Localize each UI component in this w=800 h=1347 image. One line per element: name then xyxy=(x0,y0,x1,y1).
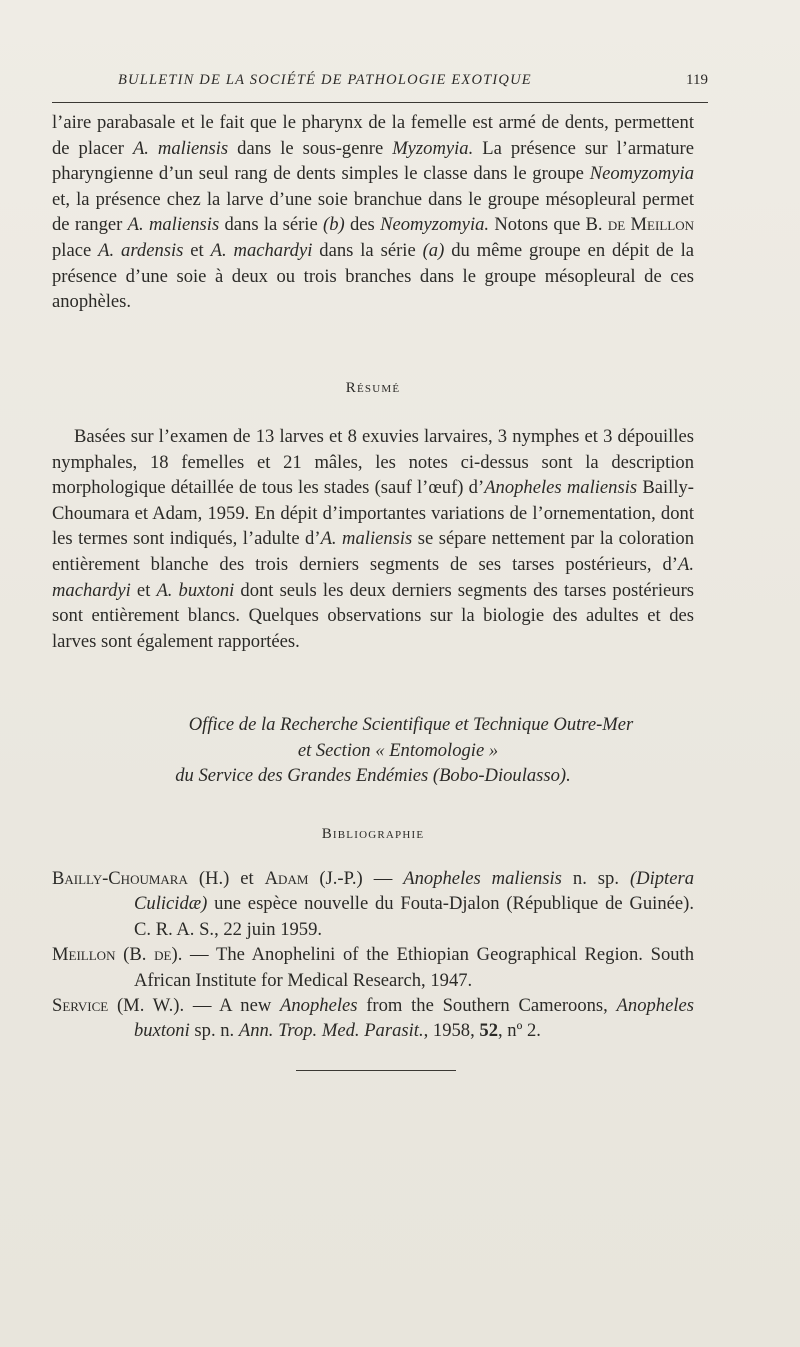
text-run: et xyxy=(183,239,211,261)
author-name: Adam xyxy=(264,868,309,889)
bibliography-heading-wrap xyxy=(52,826,694,843)
series-label: (b) xyxy=(323,214,345,236)
group-name: Neomyzomyia xyxy=(589,163,694,185)
author-particle: de xyxy=(154,944,172,966)
species-name: A. machardyi xyxy=(210,239,313,261)
text-run: sp. n. xyxy=(189,1020,239,1042)
species-name: Anopheles maliensis xyxy=(484,477,638,499)
author-name: Meillon xyxy=(52,944,116,966)
bibliography-entry xyxy=(52,993,694,1044)
text-run: et, la présence chez la larve d’une soie branchue dans le groupe mésopleural permet de ranger xyxy=(52,188,694,236)
paragraph-text xyxy=(52,110,694,315)
text-run: , nº 2. xyxy=(497,1020,541,1042)
text-run: n. sp. xyxy=(561,868,630,889)
text-run: dans la série xyxy=(312,239,423,261)
author-name: Bailly-Choumara xyxy=(52,868,188,889)
text-run: et xyxy=(130,579,157,601)
affiliation-line: et Section « Entomologie » xyxy=(297,739,499,761)
affiliation-line: du Service des Grandes Endémies (Bobo-Dioulasso). xyxy=(175,765,571,787)
species-name: Anopheles buxtoni xyxy=(134,995,694,1042)
text-run: Basées sur l’examen de 13 larves et 8 exuvies larvaires, 3 nymphes et 3 dépouilles nymphales, 18 femelles et 21 mâles, les notes ci-dessus sont la description morphologique détaillée de tous les stades (sauf l’œuf) d’ xyxy=(52,426,694,499)
species-name: A. maliensis xyxy=(132,137,229,159)
text-run: une espèce nouvelle du Fouta-Djalon (République de Guinée). C. R. A. S., 22 juin 1959. xyxy=(134,893,694,940)
text-run: (M. W.). — A new xyxy=(108,995,281,1017)
group-name: Neomyzomyia. xyxy=(380,214,490,236)
resume-heading-wrap xyxy=(52,380,694,397)
text-run: place xyxy=(52,239,99,261)
text-run: from the Southern Cameroons, xyxy=(357,995,617,1017)
taxon-name: (Diptera Culicidæ) xyxy=(134,868,694,915)
author-name: de Meillon xyxy=(607,214,694,236)
page-number: 119 xyxy=(686,72,708,88)
text-run: (B. xyxy=(115,944,155,966)
species-name: A. maliensis xyxy=(320,528,413,550)
species-name: A. maliensis xyxy=(127,214,220,236)
text-run: La présence sur l’armature pharyngienne d’un seul rang de dents simples le classe dans le groupe xyxy=(52,137,694,185)
subgenus-name: Myzomyia. xyxy=(392,137,474,159)
text-run: du même groupe en dépit de la présence d’une soie à deux ou trois branches dans le groupe mésopleural de ces anophèles. xyxy=(52,239,694,313)
journal-name: Ann. Trop. Med. Parasit. xyxy=(238,1020,424,1042)
species-name: A. ardensis xyxy=(98,239,184,261)
series-label: (a) xyxy=(422,239,445,261)
text-run: dont seuls les deux derniers segments des tarses postérieurs sont entièrement blancs. Quelques observations sur la biologie des adultes et des larves sont également rapportées. xyxy=(52,579,694,652)
text-run: Bailly-Choumara et Adam, 1959. En dépit d’importantes variations de l’ornementation, dont les termes sont indiqués, l’adulte d’ xyxy=(52,477,694,550)
paragraph-text xyxy=(52,424,694,654)
text-run: (H.) et xyxy=(187,868,265,889)
text-run: Notons que B. xyxy=(489,214,608,236)
bibliography-entry xyxy=(52,942,694,993)
text-run: des xyxy=(344,214,381,236)
text-run: , 1958, xyxy=(423,1020,480,1042)
bibliography-entry xyxy=(52,866,694,942)
end-rule xyxy=(296,1070,456,1071)
volume-number: 52 xyxy=(479,1020,498,1042)
text-run: dans la série xyxy=(219,214,324,236)
bibliography-heading: Bibliographie xyxy=(321,826,425,842)
affiliation-block xyxy=(52,712,694,789)
bibliography-list xyxy=(52,866,694,1044)
running-title: BULLETIN DE LA SOCIÉTÉ DE PATHOLOGIE EXOTIQUE xyxy=(118,72,532,88)
genus-name: Anopheles xyxy=(280,995,358,1017)
text-run: ). — The Anophelini of the Ethiopian Geographical Region. South African Institute for Medical Research, 1947. xyxy=(134,944,694,991)
resume-paragraph xyxy=(52,424,694,654)
text-run: l’aire parabasale et le fait que le pharynx de la femelle est armé de dents, permettent de placer xyxy=(52,112,694,159)
species-name: A. buxtoni xyxy=(156,579,235,601)
header-rule xyxy=(52,102,708,103)
author-name: Service xyxy=(52,995,109,1017)
page-header xyxy=(52,72,708,89)
text-run: dans le sous-genre xyxy=(228,137,393,159)
resume-heading: Résumé xyxy=(345,380,401,396)
species-name: Anopheles maliensis xyxy=(403,868,562,889)
affiliation-line: Office de la Recherche Scientifique et Technique Outre-Mer xyxy=(188,714,634,735)
species-name: A. machardyi xyxy=(52,553,694,601)
text-run: se sépare nettement par la coloration entièrement blanche des trois derniers segments de ses tarses postérieurs, d’ xyxy=(52,528,695,575)
intro-paragraph xyxy=(52,110,694,315)
text-run: (J.-P.) — xyxy=(308,868,404,889)
